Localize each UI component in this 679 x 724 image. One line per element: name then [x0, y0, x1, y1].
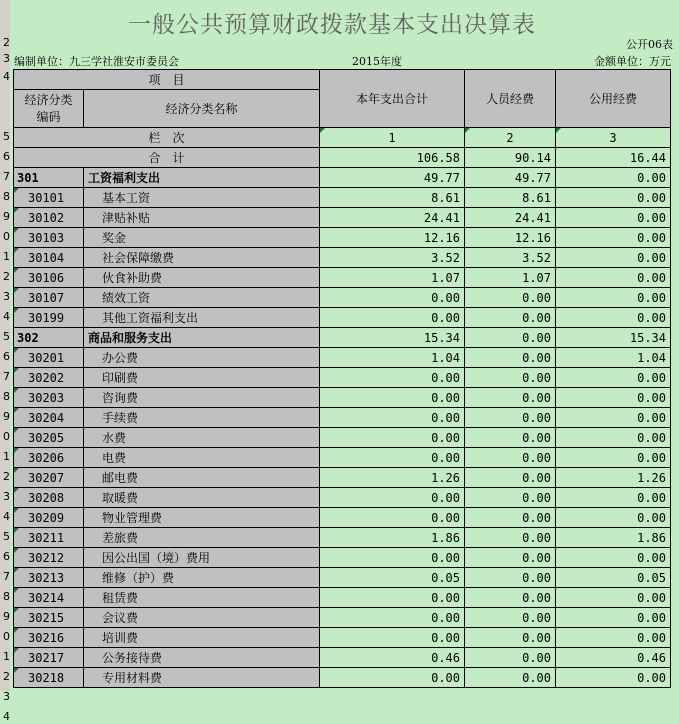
economic-code-cell[interactable]: 30102	[14, 208, 84, 228]
table-row	[14, 188, 671, 208]
personnel-cell[interactable]: 12.16	[465, 228, 556, 248]
row-number[interactable]: 3	[3, 690, 10, 703]
personnel-cell[interactable]: 0.00	[465, 428, 556, 448]
row-number[interactable]: 7	[3, 370, 10, 383]
row-number[interactable]: 5	[3, 530, 10, 543]
total-cell[interactable]: 1.07	[320, 268, 465, 288]
total-cell[interactable]: 0.05	[320, 568, 465, 588]
table-row	[14, 588, 671, 608]
public-cell[interactable]: 0.00	[556, 248, 671, 268]
total-cell[interactable]: 1.86	[320, 528, 465, 548]
personnel-cell[interactable]: 49.77	[465, 168, 556, 188]
economic-code-cell[interactable]: 30107	[14, 288, 84, 308]
public-cell[interactable]: 0.00	[556, 608, 671, 628]
personnel-cell[interactable]: 8.61	[465, 188, 556, 208]
economic-name-cell[interactable]: 租赁费	[84, 588, 320, 608]
economic-code-cell[interactable]: 302	[14, 328, 84, 348]
total-cell[interactable]: 3.52	[320, 248, 465, 268]
economic-code-cell[interactable]: 30201	[14, 348, 84, 368]
economic-code-cell[interactable]: 30217	[14, 648, 84, 668]
table-row	[14, 448, 671, 468]
total-cell[interactable]: 1.26	[320, 468, 465, 488]
table-row	[14, 168, 671, 188]
row-number[interactable]: 6	[3, 550, 10, 563]
public-cell[interactable]: 0.00	[556, 628, 671, 648]
expenditure-table	[13, 69, 671, 688]
table-row	[14, 488, 671, 508]
table-row	[14, 308, 671, 328]
economic-name-cell[interactable]: 绩效工资	[84, 288, 320, 308]
economic-code-cell[interactable]: 301	[14, 168, 84, 188]
economic-name-cell[interactable]: 物业管理费	[84, 508, 320, 528]
public-cell[interactable]: 0.00	[556, 208, 671, 228]
table-row	[14, 568, 671, 588]
economic-code-cell[interactable]: 30103	[14, 228, 84, 248]
public-cell[interactable]: 0.00	[556, 508, 671, 528]
personnel-cell[interactable]: 0.00	[465, 668, 556, 688]
header-item[interactable]: 项 目	[14, 70, 320, 90]
row-number[interactable]: 3	[3, 52, 10, 65]
total-cell[interactable]: 0.00	[320, 548, 465, 568]
economic-name-cell[interactable]: 奖金	[84, 228, 320, 248]
sum-label[interactable]: 合 计	[14, 148, 320, 168]
economic-code-cell[interactable]: 30106	[14, 268, 84, 288]
table-row	[14, 328, 671, 348]
economic-name-cell[interactable]: 差旅费	[84, 528, 320, 548]
table-row	[14, 208, 671, 228]
personnel-cell[interactable]: 0.00	[465, 568, 556, 588]
economic-code-cell[interactable]: 30214	[14, 588, 84, 608]
table-row	[14, 508, 671, 528]
economic-name-cell[interactable]: 邮电费	[84, 468, 320, 488]
economic-name-cell[interactable]: 商品和服务支出	[84, 328, 320, 348]
table-row	[14, 428, 671, 448]
year-label: 2015年度	[352, 55, 402, 68]
public-cell[interactable]: 0.00	[556, 548, 671, 568]
header-personnel[interactable]: 人员经费	[465, 70, 556, 128]
total-cell[interactable]: 0.00	[320, 588, 465, 608]
personnel-cell[interactable]: 0.00	[465, 548, 556, 568]
row-number[interactable]: 0	[3, 430, 10, 443]
column-index-2[interactable]: 2	[465, 128, 556, 148]
economic-code-cell[interactable]: 30212	[14, 548, 84, 568]
economic-name-cell[interactable]: 手续费	[84, 408, 320, 428]
header-public[interactable]: 公用经费	[556, 70, 671, 128]
row-number[interactable]: 8	[3, 590, 10, 603]
personnel-cell[interactable]: 0.00	[465, 468, 556, 488]
economic-name-cell[interactable]: 社会保障缴费	[84, 248, 320, 268]
table-row	[14, 468, 671, 488]
economic-code-cell[interactable]: 30202	[14, 368, 84, 388]
personnel-cell[interactable]: 0.00	[465, 348, 556, 368]
economic-code-cell[interactable]: 30207	[14, 468, 84, 488]
economic-name-cell[interactable]: 其他工资福利支出	[84, 308, 320, 328]
economic-code-cell[interactable]: 30104	[14, 248, 84, 268]
economic-name-cell[interactable]: 维修（护）费	[84, 568, 320, 588]
row-number[interactable]: 2	[3, 470, 10, 483]
public-cell[interactable]: 0.00	[556, 428, 671, 448]
public-cell[interactable]: 0.00	[556, 668, 671, 688]
total-cell[interactable]: 0.00	[320, 428, 465, 448]
public-cell[interactable]: 0.00	[556, 448, 671, 468]
economic-name-cell[interactable]: 工资福利支出	[84, 168, 320, 188]
personnel-cell[interactable]: 0.00	[465, 628, 556, 648]
economic-code-cell[interactable]: 30218	[14, 668, 84, 688]
personnel-cell[interactable]: 0.00	[465, 288, 556, 308]
economic-code-cell[interactable]: 30203	[14, 388, 84, 408]
table-row	[14, 648, 671, 668]
total-cell[interactable]: 0.00	[320, 508, 465, 528]
row-number[interactable]: 2	[3, 670, 10, 683]
public-cell[interactable]: 0.00	[556, 168, 671, 188]
amount-unit: 金额单位：万元	[594, 55, 671, 68]
total-cell[interactable]: 8.61	[320, 188, 465, 208]
unit-label: 编制单位：九三学社淮安市委员会	[14, 55, 179, 68]
public-cell[interactable]: 1.04	[556, 348, 671, 368]
economic-name-cell[interactable]: 培训费	[84, 628, 320, 648]
row-number[interactable]: 7	[3, 570, 10, 583]
total-cell[interactable]: 24.41	[320, 208, 465, 228]
form-number: 公开06表	[626, 38, 673, 51]
row-number[interactable]: 0	[3, 230, 10, 243]
economic-code-cell[interactable]: 30215	[14, 608, 84, 628]
public-cell[interactable]: 0.00	[556, 368, 671, 388]
personnel-cell[interactable]: 0.00	[465, 328, 556, 348]
sum-public[interactable]: 16.44	[556, 148, 671, 168]
personnel-cell[interactable]: 0.00	[465, 368, 556, 388]
economic-name-cell[interactable]: 电费	[84, 448, 320, 468]
economic-name-cell[interactable]: 因公出国（境）费用	[84, 548, 320, 568]
economic-code-cell[interactable]: 30206	[14, 448, 84, 468]
row-number[interactable]: 1	[3, 250, 10, 263]
personnel-cell[interactable]: 0.00	[465, 648, 556, 668]
economic-name-cell[interactable]: 津贴补贴	[84, 208, 320, 228]
row-number[interactable]: 2	[3, 270, 10, 283]
row-number[interactable]: 4	[3, 70, 10, 83]
header-code[interactable]: 经济分类 编码	[14, 90, 84, 128]
economic-name-cell[interactable]: 专用材料费	[84, 668, 320, 688]
row-number[interactable]: 3	[3, 290, 10, 303]
table-row	[14, 228, 671, 248]
header-total[interactable]: 本年支出合计	[320, 70, 465, 128]
public-cell[interactable]: 0.00	[556, 488, 671, 508]
row-number[interactable]: 9	[3, 410, 10, 423]
public-cell[interactable]: 0.00	[556, 388, 671, 408]
table-row	[14, 528, 671, 548]
public-cell[interactable]: 0.00	[556, 188, 671, 208]
row-number[interactable]: 1	[3, 650, 10, 663]
economic-code-cell[interactable]: 30199	[14, 308, 84, 328]
table-row	[14, 288, 671, 308]
personnel-cell[interactable]: 0.00	[465, 608, 556, 628]
total-cell[interactable]: 0.00	[320, 448, 465, 468]
row-number[interactable]: 6	[3, 150, 10, 163]
row-number[interactable]: 5	[3, 330, 10, 343]
public-cell[interactable]: 0.46	[556, 648, 671, 668]
row-header-column	[0, 0, 10, 723]
economic-code-cell[interactable]: 30204	[14, 408, 84, 428]
personnel-cell[interactable]: 0.00	[465, 388, 556, 408]
row-number[interactable]: 0	[3, 630, 10, 643]
total-cell[interactable]: 0.00	[320, 608, 465, 628]
total-cell[interactable]: 0.00	[320, 668, 465, 688]
total-cell[interactable]: 0.00	[320, 388, 465, 408]
public-cell[interactable]: 0.00	[556, 228, 671, 248]
row-number[interactable]: 7	[3, 170, 10, 183]
table-row	[14, 668, 671, 688]
personnel-cell[interactable]: 0.00	[465, 488, 556, 508]
economic-name-cell[interactable]: 公务接待费	[84, 648, 320, 668]
total-cell[interactable]: 0.00	[320, 288, 465, 308]
public-cell[interactable]: 0.00	[556, 408, 671, 428]
public-cell[interactable]: 15.34	[556, 328, 671, 348]
report-title: 一般公共预算财政拨款基本支出决算表	[128, 12, 536, 38]
personnel-cell[interactable]: 0.00	[465, 408, 556, 428]
economic-name-cell[interactable]: 伙食补助费	[84, 268, 320, 288]
row-number[interactable]: 5	[3, 130, 10, 143]
public-cell[interactable]: 0.00	[556, 308, 671, 328]
public-cell[interactable]: 1.86	[556, 528, 671, 548]
row-number[interactable]: 8	[3, 390, 10, 403]
row-number[interactable]: 2	[3, 36, 10, 49]
personnel-cell[interactable]: 24.41	[465, 208, 556, 228]
economic-code-cell[interactable]: 30208	[14, 488, 84, 508]
total-cell[interactable]: 12.16	[320, 228, 465, 248]
sum-personnel[interactable]: 90.14	[465, 148, 556, 168]
personnel-cell[interactable]: 1.07	[465, 268, 556, 288]
row-number[interactable]: 8	[3, 190, 10, 203]
total-cell[interactable]: 49.77	[320, 168, 465, 188]
economic-code-cell[interactable]: 30205	[14, 428, 84, 448]
economic-name-cell[interactable]: 印刷费	[84, 368, 320, 388]
table-row	[14, 548, 671, 568]
table-row	[14, 248, 671, 268]
total-cell[interactable]: 0.00	[320, 408, 465, 428]
row-number[interactable]: 4	[3, 310, 10, 323]
public-cell[interactable]: 0.00	[556, 288, 671, 308]
row-number[interactable]: 3	[3, 490, 10, 503]
column-index-1[interactable]: 1	[320, 128, 465, 148]
economic-code-cell[interactable]: 30209	[14, 508, 84, 528]
total-cell[interactable]: 0.00	[320, 308, 465, 328]
row-number[interactable]: 4	[3, 510, 10, 523]
economic-name-cell[interactable]: 办公费	[84, 348, 320, 368]
header-name[interactable]: 经济分类名称	[84, 90, 320, 128]
economic-name-cell[interactable]: 水费	[84, 428, 320, 448]
row-number[interactable]: 6	[3, 350, 10, 363]
public-cell[interactable]: 0.05	[556, 568, 671, 588]
row-number[interactable]: 1	[3, 450, 10, 463]
economic-code-cell[interactable]: 30211	[14, 528, 84, 548]
total-cell[interactable]: 15.34	[320, 328, 465, 348]
row-number[interactable]: 4	[3, 710, 10, 723]
personnel-cell[interactable]: 0.00	[465, 448, 556, 468]
economic-name-cell[interactable]: 基本工资	[84, 188, 320, 208]
total-cell[interactable]: 0.00	[320, 628, 465, 648]
total-cell[interactable]: 1.04	[320, 348, 465, 368]
public-cell[interactable]: 0.00	[556, 588, 671, 608]
table-row	[14, 628, 671, 648]
table-row	[14, 268, 671, 288]
personnel-cell[interactable]: 3.52	[465, 248, 556, 268]
total-cell[interactable]: 0.00	[320, 488, 465, 508]
sum-total[interactable]: 106.58	[320, 148, 465, 168]
personnel-cell[interactable]: 0.00	[465, 508, 556, 528]
total-cell[interactable]: 0.46	[320, 648, 465, 668]
economic-name-cell[interactable]: 咨询费	[84, 388, 320, 408]
economic-name-cell[interactable]: 取暖费	[84, 488, 320, 508]
total-cell[interactable]: 0.00	[320, 368, 465, 388]
public-cell[interactable]: 0.00	[556, 268, 671, 288]
personnel-cell[interactable]: 0.00	[465, 528, 556, 548]
economic-name-cell[interactable]: 会议费	[84, 608, 320, 628]
table-row	[14, 388, 671, 408]
table-row	[14, 348, 671, 368]
row-number[interactable]: 9	[3, 210, 10, 223]
economic-code-cell[interactable]: 30213	[14, 568, 84, 588]
personnel-cell[interactable]: 0.00	[465, 588, 556, 608]
personnel-cell[interactable]: 0.00	[465, 308, 556, 328]
economic-code-cell[interactable]: 30216	[14, 628, 84, 648]
table-row	[14, 408, 671, 428]
row-number[interactable]: 9	[3, 610, 10, 623]
table-row	[14, 368, 671, 388]
column-index-3[interactable]: 3	[556, 128, 671, 148]
table-row	[14, 608, 671, 628]
economic-code-cell[interactable]: 30101	[14, 188, 84, 208]
column-index-label[interactable]: 栏 次	[14, 128, 320, 148]
public-cell[interactable]: 1.26	[556, 468, 671, 488]
